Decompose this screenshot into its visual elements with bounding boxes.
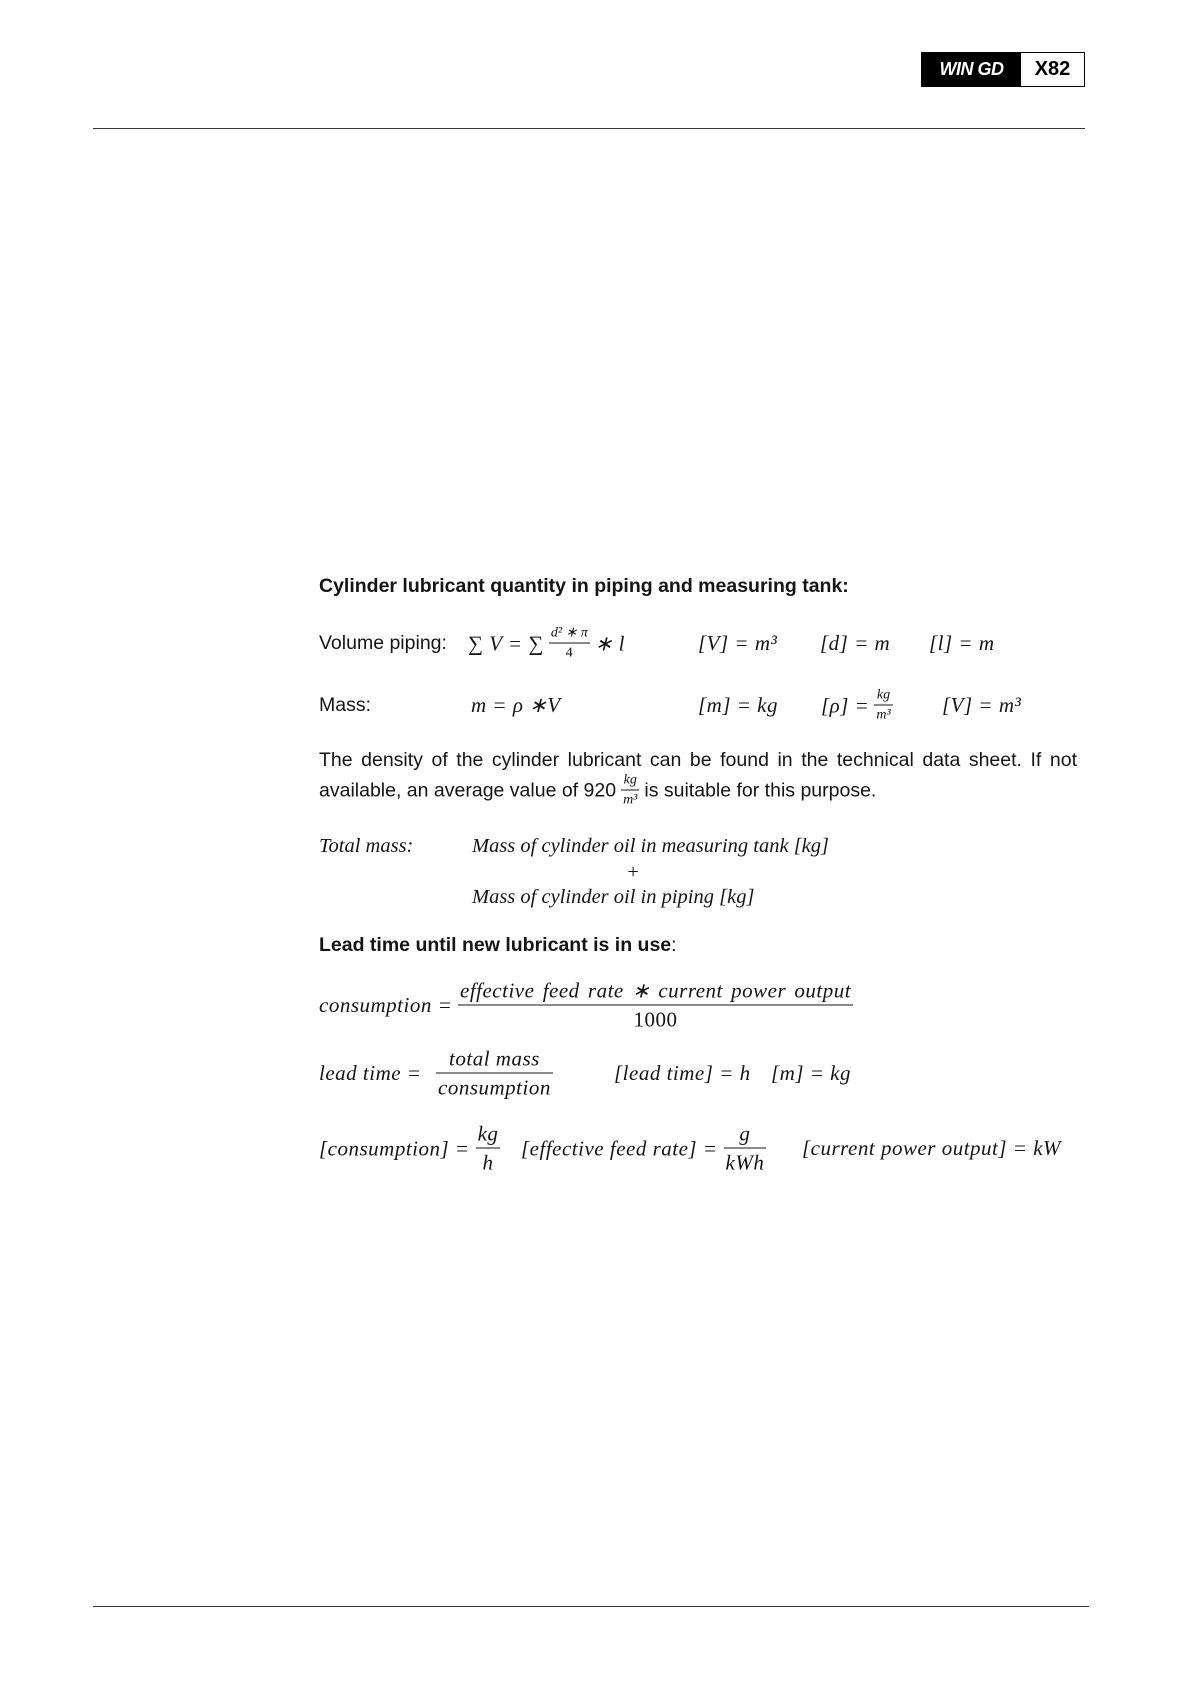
unit-consumption-denominator: h: [482, 1150, 494, 1175]
lead-time-formula-lhs: lead time =: [319, 1061, 422, 1085]
lead-time-heading-text: Lead time until new lubricant is in use: [319, 934, 672, 956]
unit-feed-rate-fraction: [724, 1120, 767, 1177]
unit-feed-rate-numerator: g: [724, 1120, 767, 1149]
unit-density-fraction: [874, 686, 892, 725]
lead-time-numerator: total mass: [436, 1045, 553, 1074]
unit-feed-rate-denominator: kWh: [725, 1150, 765, 1175]
brand-logo-text: WIN GD: [939, 59, 1004, 79]
unit-volume-mass-row: [V] = m³: [942, 693, 1022, 717]
section-heading-lead-time: [319, 933, 677, 957]
unit-mass-lead-time: [m] = kg: [771, 1061, 852, 1085]
consumption-numerator: effective feed rate ∗ current power output: [458, 977, 853, 1006]
unit-density-lhs: [ρ] =: [821, 693, 870, 717]
lead-time-denominator: consumption: [438, 1075, 551, 1100]
engine-model-badge: [1021, 53, 1084, 86]
total-mass-term-2: Mass of cylinder oil in piping [kg]: [472, 886, 755, 908]
unit-feed-rate-lhs: [effective feed rate] =: [521, 1136, 718, 1160]
consumption-fraction: [458, 977, 853, 1034]
density-note-line-1: The density of the cylinder lubricant can be found in the technical data sheet. If not: [319, 749, 1077, 771]
section-heading-piping: Cylinder lubricant quantity in piping and measuring tank:: [319, 575, 849, 597]
total-mass-term-1: Mass of cylinder oil in measuring tank [kg]: [472, 835, 830, 857]
consumption-formula-lhs: consumption =: [319, 993, 453, 1017]
unit-effective-feed-rate: [521, 1120, 772, 1177]
footer-divider: [93, 1606, 1089, 1607]
engine-model-text: X82: [1034, 58, 1071, 80]
volume-fraction-denominator: 4: [565, 645, 573, 661]
brand-logo: [922, 53, 1021, 86]
volume-piping-formula: [468, 624, 625, 663]
volume-piping-label: Volume piping:: [319, 632, 447, 654]
density-note-text-before: available, an average value of 920: [319, 779, 617, 801]
unit-length: [l] = m: [929, 631, 995, 655]
volume-formula-lhs: ∑ V = ∑: [468, 631, 544, 655]
header-logo: [921, 52, 1085, 87]
unit-consumption-numerator: kg: [476, 1120, 501, 1149]
density-unit-denominator: m³: [623, 792, 638, 808]
volume-formula-fraction: [549, 624, 590, 663]
unit-density: [821, 686, 898, 725]
density-note-line-2: [319, 771, 876, 810]
consumption-formula: [452, 977, 859, 1034]
unit-volume: [V] = m³: [698, 631, 778, 655]
unit-consumption-lhs: [consumption] =: [319, 1136, 470, 1160]
unit-density-denominator: m³: [876, 707, 891, 723]
density-note-text-after: is suitable for this purpose.: [644, 779, 877, 801]
lead-time-heading-colon: :: [671, 934, 677, 956]
mass-formula: m = ρ ∗V: [471, 693, 561, 717]
unit-density-numerator: kg: [874, 686, 892, 706]
total-mass-label: Total mass:: [319, 835, 414, 857]
density-unit-fraction: [621, 771, 639, 810]
header-divider: [93, 128, 1085, 129]
unit-mass: [m] = kg: [698, 693, 779, 717]
consumption-denominator: 1000: [633, 1007, 678, 1032]
unit-consumption: [319, 1120, 506, 1177]
volume-fraction-numerator: d² ∗ π: [549, 624, 590, 644]
unit-consumption-fraction: [476, 1120, 501, 1177]
volume-formula-rhs: ∗ l: [594, 631, 625, 655]
density-unit-numerator: kg: [621, 771, 639, 791]
lead-time-formula: [430, 1045, 559, 1102]
unit-lead-time: [lead time] = h: [614, 1061, 751, 1085]
lead-time-fraction: [436, 1045, 553, 1102]
mass-label: Mass:: [319, 694, 372, 716]
unit-diameter: [d] = m: [820, 631, 891, 655]
unit-current-power-output: [current power output] = kW: [802, 1136, 1062, 1160]
total-mass-plus-operator: +: [626, 861, 640, 883]
